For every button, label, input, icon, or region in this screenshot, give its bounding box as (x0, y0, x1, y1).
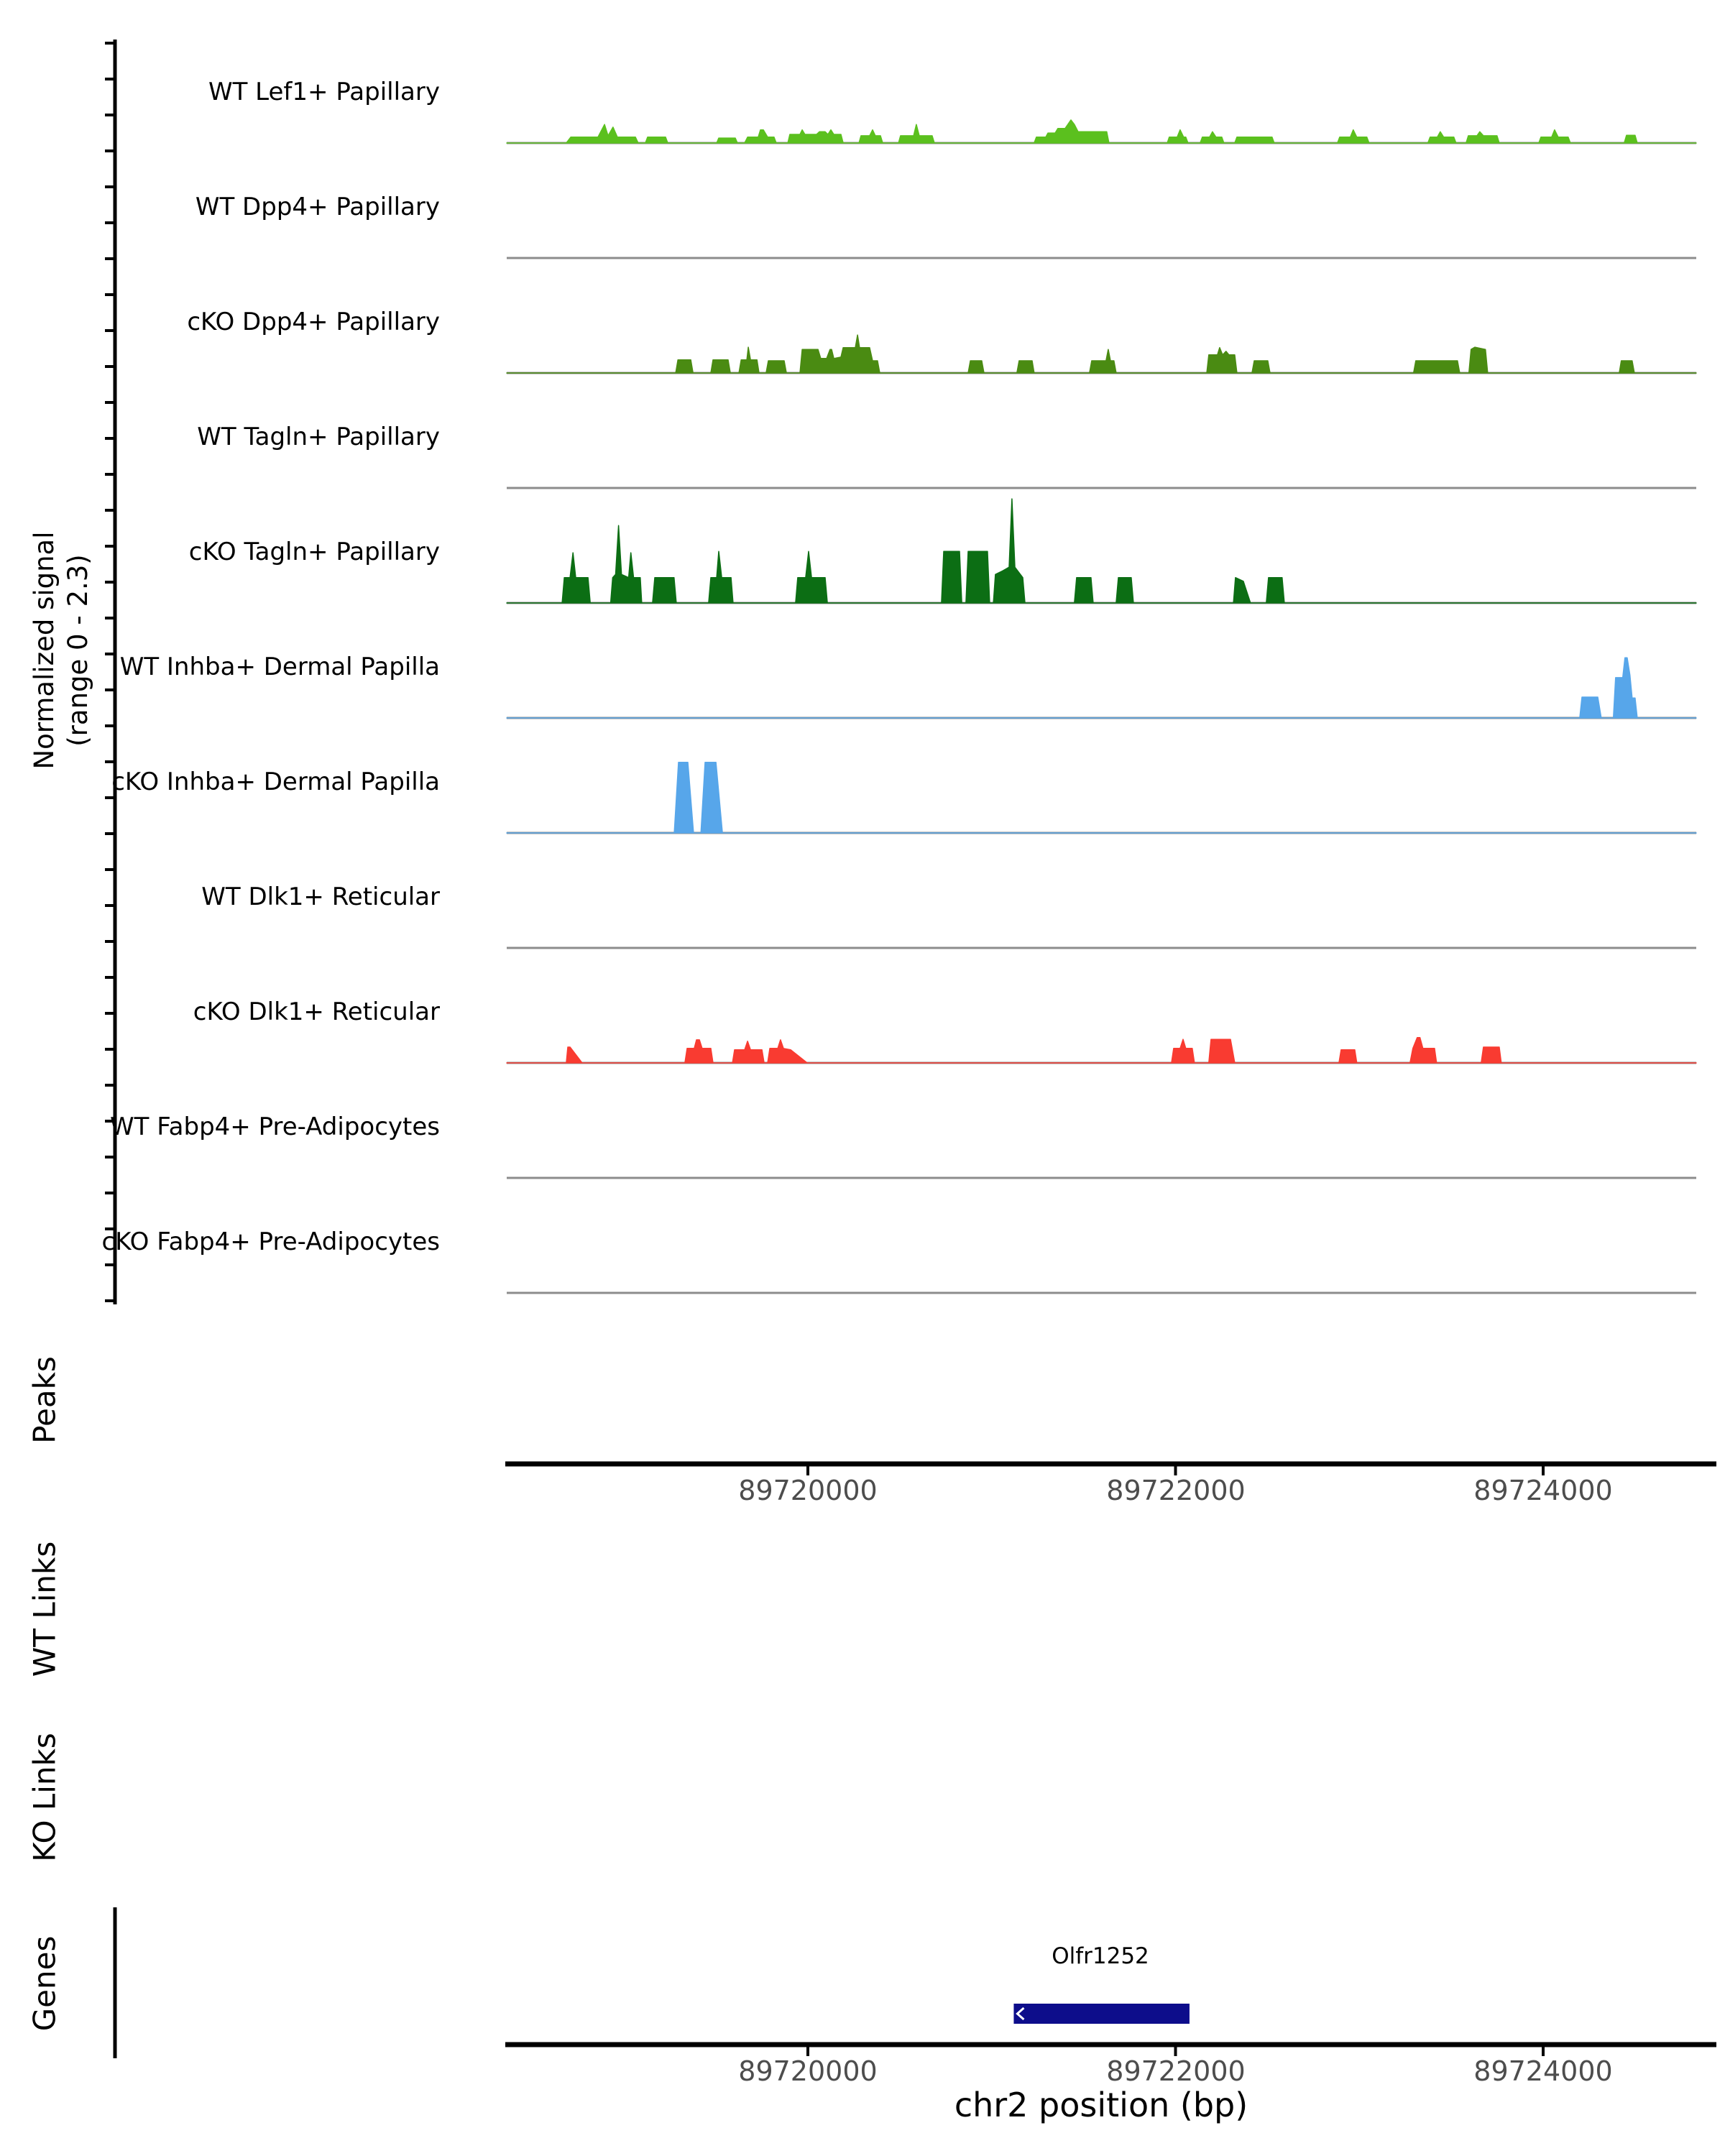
y-axis-label-line2: (range 0 - 2.3) (63, 554, 93, 747)
coverage-signal-area (507, 499, 1696, 603)
track-label-cko-tagln-papillary: cKO Tagln+ Papillary (188, 538, 440, 566)
y-axis-label-line1: Normalized signal (29, 531, 60, 770)
y-axis-label (27, 531, 95, 769)
coverage-signal-area (507, 120, 1696, 143)
section-label-genes: Genes (27, 1935, 63, 2032)
coverage-signal-area (507, 763, 1696, 833)
genome-axis-tick-89724000: 89724000 (1473, 2055, 1613, 2087)
gene-body-olfr1252 (1013, 2004, 1189, 2024)
section-label-wt-links: WT Links (27, 1541, 63, 1677)
peaks-axis-tick-89724000: 89724000 (1473, 1475, 1613, 1506)
track-label-wt-dlk1-reticular: WT Dlk1+ Reticular (201, 883, 440, 911)
track-label-wt-inhba-dermal-papilla: WT Inhba+ Dermal Papilla (119, 653, 440, 681)
genome-axis-tick-89722000: 89722000 (1106, 2055, 1246, 2087)
genome-axis-tick-89720000: 89720000 (738, 2055, 878, 2087)
x-axis-label: chr2 position (bp) (954, 2086, 1248, 2124)
section-label-peaks: Peaks (27, 1356, 63, 1444)
track-label-cko-inhba-dermal-papilla: cKO Inhba+ Dermal Papilla (111, 768, 440, 796)
coverage-signal-area (507, 335, 1696, 373)
track-label-cko-dpp4-papillary: cKO Dpp4+ Papillary (187, 308, 440, 336)
coverage-signal-area (507, 658, 1696, 718)
track-label-wt-tagln-papillary: WT Tagln+ Papillary (197, 423, 440, 451)
track-label-cko-dlk1-reticular: cKO Dlk1+ Reticular (193, 998, 440, 1026)
section-label-ko-links: KO Links (27, 1733, 63, 1862)
coverage-signal-area (507, 1038, 1696, 1063)
peaks-axis-tick-89720000: 89720000 (738, 1475, 878, 1506)
track-label-cko-fabp4-pre-adipocytes: cKO Fabp4+ Pre-Adipocytes (101, 1227, 440, 1256)
track-label-wt-dpp4-papillary: WT Dpp4+ Papillary (195, 193, 440, 221)
peaks-axis-tick-89722000: 89722000 (1106, 1475, 1246, 1506)
track-label-wt-fabp4-pre-adipocytes: WT Fabp4+ Pre-Adipocytes (110, 1112, 440, 1141)
track-label-wt-lef1-papillary: WT Lef1+ Papillary (208, 78, 440, 106)
gene-label-olfr1252: Olfr1252 (1052, 1943, 1149, 1969)
